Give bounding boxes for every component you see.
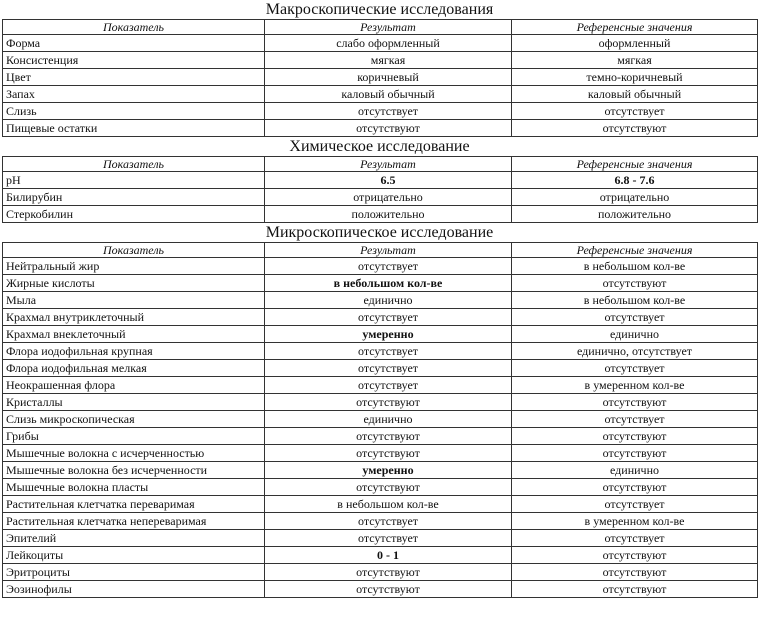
result-cell: отсутствует: [265, 377, 512, 394]
table-row: [3, 52, 758, 69]
table-row: [3, 275, 758, 292]
indicator-cell: Эритроциты: [3, 564, 265, 581]
table-row: [3, 86, 758, 103]
reference-cell: отсутствуют: [512, 120, 758, 137]
reference-cell: отсутствует: [512, 530, 758, 547]
indicator-cell: Билирубин: [3, 189, 265, 206]
result-cell: каловый обычный: [265, 86, 512, 103]
indicator-cell: Эпителий: [3, 530, 265, 547]
section-title: Макроскопические исследования: [265, 1, 494, 18]
table-row: [3, 428, 758, 445]
table-row: [3, 292, 758, 309]
result-cell: отсутствует: [265, 258, 512, 275]
indicator-cell: Мышечные волокна с исчерченностью: [3, 445, 265, 462]
indicator-cell: Грибы: [3, 428, 265, 445]
result-cell: отсутствует: [265, 309, 512, 326]
reference-cell: 6.8 - 7.6: [512, 172, 758, 189]
header-indicator: Показатель: [3, 243, 265, 258]
table-row: [3, 103, 758, 120]
result-cell: слабо оформленный: [265, 35, 512, 52]
indicator-cell: Форма: [3, 35, 265, 52]
reference-cell: отсутствуют: [512, 581, 758, 598]
reference-cell: положительно: [512, 206, 758, 223]
table-row: [3, 530, 758, 547]
indicator-cell: Эозинофилы: [3, 581, 265, 598]
indicator-cell: Жирные кислоты: [3, 275, 265, 292]
result-cell: в небольшом кол-ве: [265, 275, 512, 292]
reference-cell: отсутствуют: [512, 445, 758, 462]
table-header-row: [3, 157, 758, 172]
table-row: [3, 394, 758, 411]
table-row: [3, 69, 758, 86]
header-result: Результат: [265, 157, 512, 172]
header-result: Результат: [265, 20, 512, 35]
result-cell: отсутствуют: [265, 428, 512, 445]
indicator-cell: Крахмал внеклеточный: [3, 326, 265, 343]
reference-cell: каловый обычный: [512, 86, 758, 103]
result-cell: 0 - 1: [265, 547, 512, 564]
results-table: [2, 156, 758, 223]
result-cell: умеренно: [265, 326, 512, 343]
indicator-cell: Лейкоциты: [3, 547, 265, 564]
result-cell: отрицательно: [265, 189, 512, 206]
indicator-cell: Флора иодофильная крупная: [3, 343, 265, 360]
indicator-cell: Запах: [3, 86, 265, 103]
reference-cell: единично: [512, 326, 758, 343]
indicator-cell: Мыла: [3, 292, 265, 309]
header-indicator: Показатель: [3, 20, 265, 35]
result-cell: в небольшом кол-ве: [265, 496, 512, 513]
result-cell: умеренно: [265, 462, 512, 479]
header-reference: Референсные значения: [512, 243, 758, 258]
indicator-cell: Нейтральный жир: [3, 258, 265, 275]
indicator-cell: Мышечные волокна пласты: [3, 479, 265, 496]
indicator-cell: Флора иодофильная мелкая: [3, 360, 265, 377]
reference-cell: темно-коричневый: [512, 69, 758, 86]
indicator-cell: Растительная клетчатка переваримая: [3, 496, 265, 513]
result-cell: 6.5: [265, 172, 512, 189]
header-result: Результат: [265, 243, 512, 258]
indicator-cell: Неокрашенная флора: [3, 377, 265, 394]
reference-cell: единично: [512, 462, 758, 479]
result-cell: отсутствуют: [265, 581, 512, 598]
result-cell: отсутствуют: [265, 479, 512, 496]
table-row: [3, 309, 758, 326]
result-cell: отсутствует: [265, 343, 512, 360]
reference-cell: отсутствуют: [512, 428, 758, 445]
table-row: [3, 445, 758, 462]
result-cell: коричневый: [265, 69, 512, 86]
header-indicator: Показатель: [3, 157, 265, 172]
reference-cell: в умеренном кол-ве: [512, 513, 758, 530]
indicator-cell: Крахмал внутриклеточный: [3, 309, 265, 326]
table-row: [3, 411, 758, 428]
result-cell: отсутствуют: [265, 445, 512, 462]
table-row: [3, 343, 758, 360]
reference-cell: отсутствуют: [512, 479, 758, 496]
table-row: [3, 258, 758, 275]
reference-cell: отсутствует: [512, 496, 758, 513]
table-row: [3, 120, 758, 137]
table-row: [3, 496, 758, 513]
reference-cell: оформленный: [512, 35, 758, 52]
table-row: [3, 479, 758, 496]
reference-cell: в небольшом кол-ве: [512, 292, 758, 309]
section-title: Химическое исследование: [289, 138, 470, 155]
reference-cell: отсутствует: [512, 360, 758, 377]
indicator-cell: Слизь: [3, 103, 265, 120]
reference-cell: отсутствуют: [512, 394, 758, 411]
result-cell: единично: [265, 292, 512, 309]
table-row: [3, 581, 758, 598]
table-row: [3, 513, 758, 530]
reference-cell: отсутствуют: [512, 564, 758, 581]
reference-cell: единично, отсутствует: [512, 343, 758, 360]
result-cell: отсутствует: [265, 513, 512, 530]
result-cell: отсутствует: [265, 530, 512, 547]
table-row: [3, 172, 758, 189]
indicator-cell: Цвет: [3, 69, 265, 86]
table-row: [3, 189, 758, 206]
indicator-cell: Стеркобилин: [3, 206, 265, 223]
table-row: [3, 564, 758, 581]
header-reference: Референсные значения: [512, 20, 758, 35]
table-header-row: [3, 243, 758, 258]
table-row: [3, 547, 758, 564]
table-header-row: [3, 20, 758, 35]
reference-cell: отрицательно: [512, 189, 758, 206]
table-row: [3, 326, 758, 343]
results-table: [2, 19, 758, 137]
results-table: [2, 242, 758, 598]
indicator-cell: pH: [3, 172, 265, 189]
table-row: [3, 35, 758, 52]
result-cell: отсутствует: [265, 360, 512, 377]
table-row: [3, 377, 758, 394]
reference-cell: отсутствуют: [512, 547, 758, 564]
indicator-cell: Растительная клетчатка непереваримая: [3, 513, 265, 530]
indicator-cell: Кристаллы: [3, 394, 265, 411]
indicator-cell: Пищевые остатки: [3, 120, 265, 137]
indicator-cell: Консистенция: [3, 52, 265, 69]
table-row: [3, 206, 758, 223]
header-reference: Референсные значения: [512, 157, 758, 172]
reference-cell: в небольшом кол-ве: [512, 258, 758, 275]
reference-cell: отсутствуют: [512, 275, 758, 292]
result-cell: мягкая: [265, 52, 512, 69]
section-title: Микроскопическое исследование: [265, 224, 494, 241]
result-cell: отсутствуют: [265, 120, 512, 137]
result-cell: отсутствуют: [265, 564, 512, 581]
indicator-cell: Мышечные волокна без исчерченности: [3, 462, 265, 479]
indicator-cell: Слизь микроскопическая: [3, 411, 265, 428]
result-cell: отсутствует: [265, 103, 512, 120]
reference-cell: в умеренном кол-ве: [512, 377, 758, 394]
reference-cell: отсутствует: [512, 309, 758, 326]
reference-cell: мягкая: [512, 52, 758, 69]
reference-cell: отсутствует: [512, 103, 758, 120]
result-cell: отсутствуют: [265, 394, 512, 411]
table-row: [3, 462, 758, 479]
result-cell: положительно: [265, 206, 512, 223]
reference-cell: отсутствует: [512, 411, 758, 428]
table-row: [3, 360, 758, 377]
result-cell: единично: [265, 411, 512, 428]
